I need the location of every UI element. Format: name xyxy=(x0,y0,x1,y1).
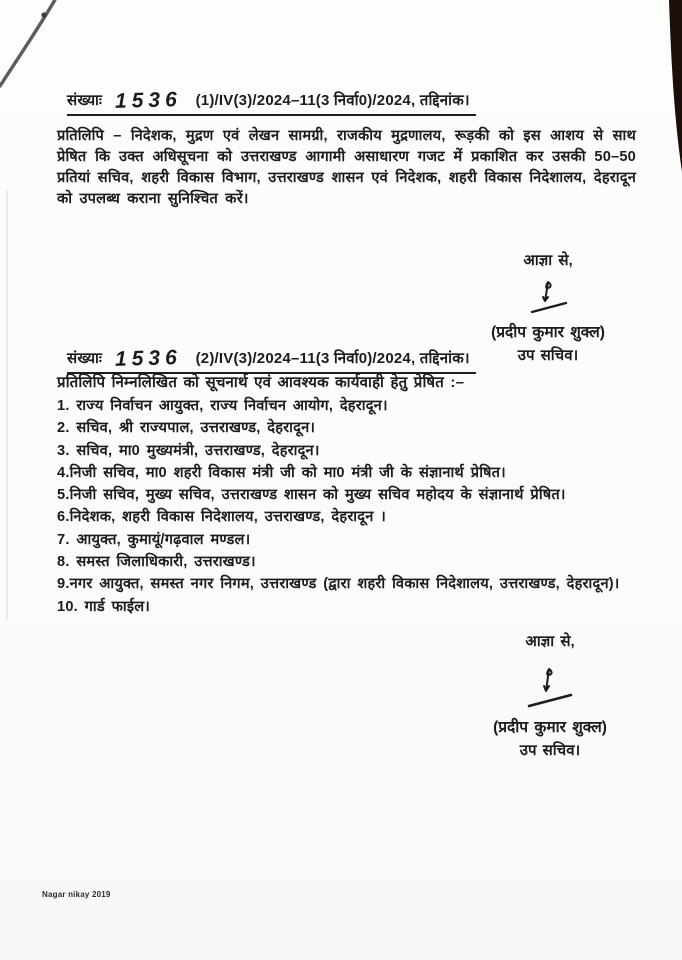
ref2-label: संख्याः xyxy=(67,350,103,367)
list-item: 9.नगर आयुक्त, समस्त नगर निगम, उत्तराखण्ड (द्वारा शहरी विकास निदेशालय, उत्तराखण्ड, देहरादून)। xyxy=(57,576,620,593)
ref1-label: संख्याः xyxy=(67,92,103,109)
list-item: 10. गार्ड फाईल। xyxy=(57,598,151,615)
list-item: 2. सचिव, श्री राज्यपाल, उत्तराखण्ड, देहरादून। xyxy=(57,420,316,437)
recipients-list xyxy=(57,395,643,618)
list-item: 1. राज्य निर्वाचन आयुक्त, राज्य निर्वाचन आयोग, देहरादून। xyxy=(57,398,388,414)
signature-mark xyxy=(518,276,578,318)
signatory-designation: उप सचिव। xyxy=(519,742,581,759)
reference-number-line-2 xyxy=(67,348,476,374)
signatory-name: (प्रदीप कुमार शुक्ल) xyxy=(491,324,605,341)
list-item: 7. आयुक्त, कुमायूं/गढ़वाल मण्डल। xyxy=(57,531,251,548)
list-item: 3. सचिव, मा0 मुख्यमंत्री, उत्तराखण्ड, देहरादून। xyxy=(57,442,320,459)
signature-mark xyxy=(515,661,585,713)
scan-shadow-top-right xyxy=(666,0,682,178)
by-order-text: आज्ञा से, xyxy=(523,252,573,269)
paper-crease xyxy=(6,190,8,620)
reference-number-line-1 xyxy=(67,90,476,116)
list-item: 6.निदेशक, शहरी विकास निदेशालय, उत्तराखण्ड, देहरादून । xyxy=(57,509,387,526)
signature-block-1 xyxy=(457,250,639,365)
ref2-handwritten-number: 1536 xyxy=(114,346,182,371)
pen-mark-top-left xyxy=(0,0,70,100)
list-item: 4.निजी सचिव, मा0 शहरी विकास मंत्री जी को मा0 मंत्री जी के संज्ञानार्थ प्रेषित। xyxy=(57,464,506,481)
signatory-name: (प्रदीप कुमार शुक्ल) xyxy=(493,719,607,736)
ref2-suffix: (2)/IV(3)/2024–11(3 निर्वा0)/2024, तद्दिनांक। xyxy=(195,350,470,367)
ref1-handwritten-number: 1536 xyxy=(114,88,182,113)
distribution-heading: प्रतिलिपि निम्नलिखित को सूचनार्थ एवं आवश्यक कार्यवाही हेतु प्रेषित :– xyxy=(57,374,465,391)
list-item: 8. समस्त जिलाधिकारी, उत्तराखण्ड। xyxy=(57,554,256,571)
list-item: 5.निजी सचिव, मुख्य सचिव, उत्तराखण्ड शासन को मुख्य सचिव महोदय के संज्ञानार्थ प्रेषित। xyxy=(57,487,566,504)
signatory-designation: उप सचिव। xyxy=(517,347,579,364)
signature-block-2 xyxy=(459,631,641,760)
by-order-text: आज्ञा से, xyxy=(525,633,575,650)
ref1-suffix: (1)/IV(3)/2024–11(3 निर्वा0)/2024, तद्दिनांक। xyxy=(195,92,470,109)
footer-note: Nagar nikay 2019 xyxy=(42,890,111,899)
copy-forwarding-paragraph: प्रतिलिपि – निदेशक, मुद्रण एवं लेखन सामग्री, राजकीय मुद्रणालय, रूड़की को इस आशय से साथ प्रेषित कि उक्त अधिसूचना को उत्तराखण्ड आगामी असाधारण गजट में प्रकाशित कर उसकी 50–50 प्रतियां सचिव, शहरी विकास विभाग, उत्तराखण्ड शासन एवं निदेशक, शहरी विकास निदेशालय, देहरादून को उपलब्ध कराना सुनिश्चित करें। xyxy=(57,128,636,207)
